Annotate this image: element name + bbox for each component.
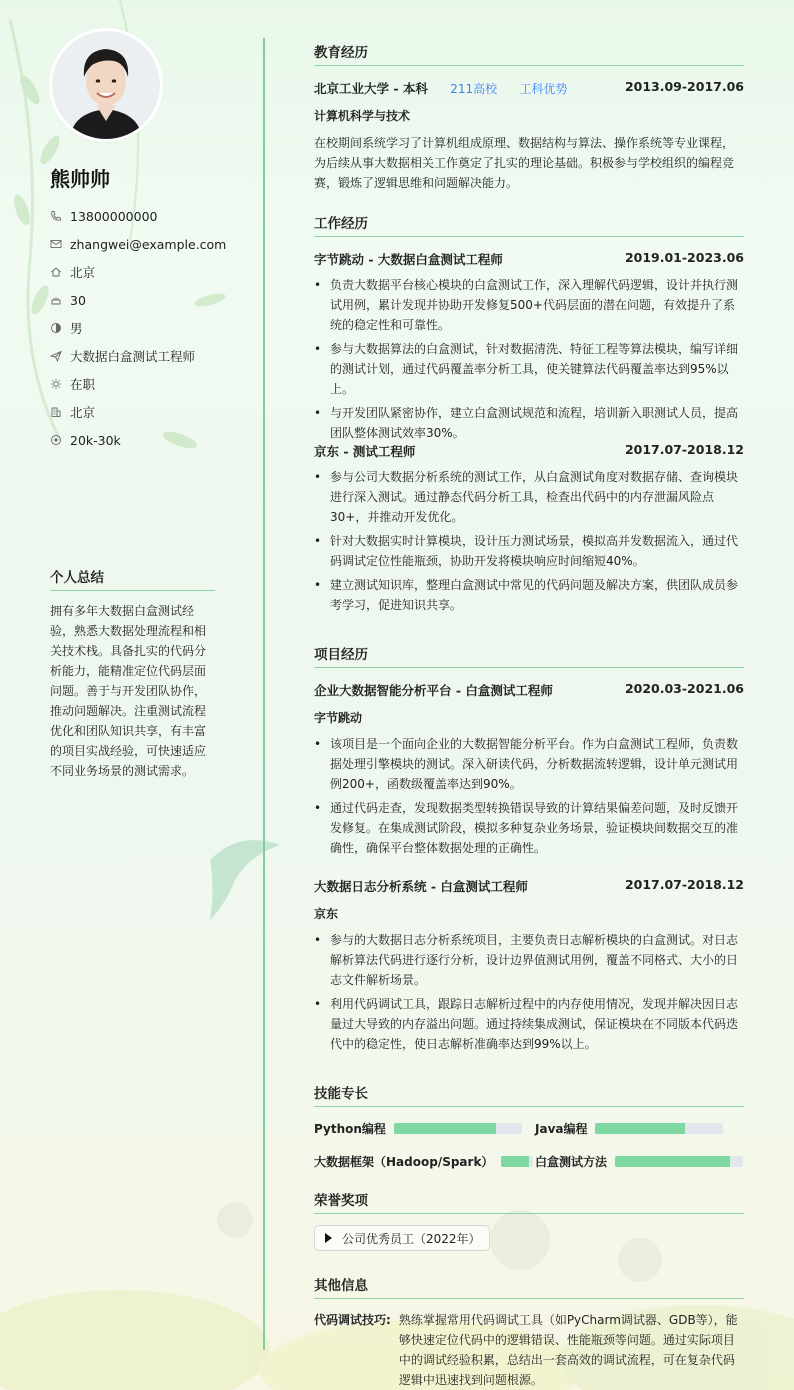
skill-bar [394,1123,522,1134]
work-bullets [314,275,744,447]
skill-bar [615,1156,743,1167]
project-row [314,681,744,699]
work-row [314,442,744,460]
award-item[interactable] [314,1225,490,1251]
skill-item [314,1120,522,1137]
contact-text: 北京 [70,405,96,420]
contact-position [50,342,250,370]
education-tag: 211高校 [450,82,498,96]
skill-item [314,1153,533,1170]
list-item: • 参与的大数据日志分析系统项目，主要负责日志解析模块的白盒测试。对日志解析算法代码进行逐行分析，设计边界值测试用例，覆盖不同格式、大小的日志文件解析场景。 [314,930,744,990]
contact-salary [50,426,250,454]
column-divider [263,38,265,1350]
work-bullets [314,467,744,619]
contact-text: 北京 [70,265,96,280]
list-item: • 通过代码走查，发现数据类型转换错误导致的计算结果偏差问题，及时反馈开发修复。在集成测试阶段，模拟多种复杂业务场景，验证模块间数据交互的准确性，确保平台整体数据处理的正确性。 [314,798,744,858]
contact-list [50,202,250,454]
contact-gender [50,314,250,342]
list-item: • 建立测试知识库，整理白盒测试中常见的代码问题及解决方案，供团队成员参考学习，促进知识共享。 [314,575,744,615]
projects-heading: 项目经历 [314,643,744,668]
education-heading: 教育经历 [314,41,744,66]
contact-text: 13800000000 [70,208,158,224]
project-company: 字节跳动 [314,711,363,725]
project-bullets [314,734,744,862]
education-major: 计算机科学与技术 [314,109,411,123]
summary-heading: 个人总结 [50,566,215,591]
mail-icon [50,238,62,250]
project-bullets [314,930,744,1058]
education-date: 2013.09-2017.06 [624,79,744,94]
candidate-name: 熊帅帅 [50,167,110,191]
list-item: • 该项目是一个面向企业的大数据智能分析平台。作为白盒测试工程师，负责数据处理引擎模块的测试。深入研读代码，分析数据流转逻辑，设计单元测试用例200+，函数级覆盖率达到90%。 [314,734,744,794]
left-column [0,0,264,1390]
skill-bar [501,1156,533,1167]
project-company: 京东 [314,907,339,921]
education-row [314,79,744,97]
play-icon [325,1233,332,1243]
list-item: • 参与大数据算法的白盒测试，针对数据清洗、特征工程等算法模块，编写详细的测试计划，通过代码覆盖率分析工具，使关键算法代码覆盖率达到95%以上。 [314,339,744,399]
skill-item [535,1120,723,1137]
education-tag: 工科优势 [519,82,568,96]
contact-status [50,370,250,398]
skill-name: 白盒测试方法 [535,1155,608,1169]
project-date: 2020.03-2021.06 [624,681,744,696]
avatar [52,31,160,139]
project-date: 2017.07-2018.12 [624,877,744,892]
list-item: • 负责大数据平台核心模块的白盒测试工作，深入理解代码逻辑，设计并执行测试用例，累计发现并协助开发修复500+代码层面的潜在问题，有效提升了系统的稳定性和可靠性。 [314,275,744,335]
skill-bar [595,1123,723,1134]
project-head: 大数据日志分析系统 - 白盒测试工程师 [314,879,528,894]
contact-text: 在职 [70,377,96,392]
skills-heading: 技能专长 [314,1082,744,1107]
list-item: • 与开发团队紧密协作，建立白盒测试规范和流程，培训新入职测试人员，提高团队整体测试效率30%。 [314,403,744,443]
project-head: 企业大数据智能分析平台 - 白盒测试工程师 [314,683,553,698]
list-item: • 针对大数据实时计算模块，设计压力测试场景，模拟高并发数据流入，通过代码调试定位性能瓶颈，协助开发将模块响应时间缩短40%。 [314,531,744,571]
contact-email [50,230,250,258]
skill-bar-fill [501,1156,528,1167]
contact-location [50,258,250,286]
work-heading: 工作经历 [314,212,744,237]
skill-name: 大数据框架（Hadoop/Spark） [314,1155,494,1169]
home-icon [50,266,62,278]
award-text: 公司优秀员工（2022年） [342,1231,481,1246]
cake-icon [50,294,62,306]
contact-city [50,398,250,426]
skill-name: Java编程 [535,1122,588,1136]
other-info [314,1310,744,1390]
awards-heading: 荣誉奖项 [314,1189,744,1214]
contact-text: zhangwei@example.com [70,236,227,252]
skill-bar-fill [595,1123,685,1134]
contact-text: 男 [70,321,83,336]
skill-item [535,1153,743,1170]
contact-text: 30 [70,292,86,308]
phone-icon [50,210,62,222]
skill-name: Python编程 [314,1122,386,1136]
work-date: 2017.07-2018.12 [624,442,744,457]
other-heading: 其他信息 [314,1274,744,1299]
contact-phone [50,202,250,230]
summary-text: 拥有多年大数据白盒测试经验，熟悉大数据处理流程和相关技术栈。具备扎实的代码分析能力，能精准定位代码层面问题。善于与开发团队协作，推动问题解决。注重测试流程优化和团队知识共享，有丰富的项目实战经验，可快速适应不同业务场景的测试需求。 [50,604,207,778]
work-head: 京东 - 测试工程师 [314,444,416,459]
building-icon [50,406,62,418]
avatar-portrait-icon [52,31,160,139]
other-key: 代码调试技巧: [314,1313,391,1327]
status-icon [50,378,62,390]
work-head: 字节跳动 - 大数据白盒测试工程师 [314,252,503,267]
skill-bar-fill [394,1123,496,1134]
contact-text: 大数据白盒测试工程师 [70,349,196,364]
other-value: 熟练掌握常用代码调试工具（如PyCharm调试器、GDB等），能够快速定位代码中的逻辑错误、性能瓶颈等问题。通过实际项目中的调试经验积累，总结出一套高效的调试流程，可在复杂代码逻辑中迅速找到问题根源。 [398,1313,738,1387]
education-tags [432,81,567,96]
skill-bar-fill [615,1156,730,1167]
salary-icon [50,434,62,446]
work-row [314,250,744,268]
list-item: • 利用代码调试工具，跟踪日志解析过程中的内存使用情况，发现并解决因日志量过大导致的内存溢出问题。通过持续集成测试，保证模块在不同版本代码迭代中的稳定性，使日志解析准确率达到99%以上。 [314,994,744,1054]
education-description: 在校期间系统学习了计算机组成原理、数据结构与算法、操作系统等专业课程，为后续从事大数据相关工作奠定了扎实的理论基础。积极参与学校组织的编程竞赛，锻炼了逻辑思维和问题解决能力。 [314,136,735,190]
contact-text: 20k-30k [70,432,121,448]
gender-icon [50,322,62,334]
project-row [314,877,744,895]
education-school-wrap [314,79,568,97]
send-icon [50,350,62,362]
education-school: 北京工业大学 - 本科 [314,81,428,96]
list-item: • 参与公司大数据分析系统的测试工作，从白盒测试角度对数据存储、查询模块进行深入测试。通过静态代码分析工具，检查出代码中的内存泄漏风险点30+，并推动开发优化。 [314,467,744,527]
contact-age [50,286,250,314]
work-date: 2019.01-2023.06 [624,250,744,265]
